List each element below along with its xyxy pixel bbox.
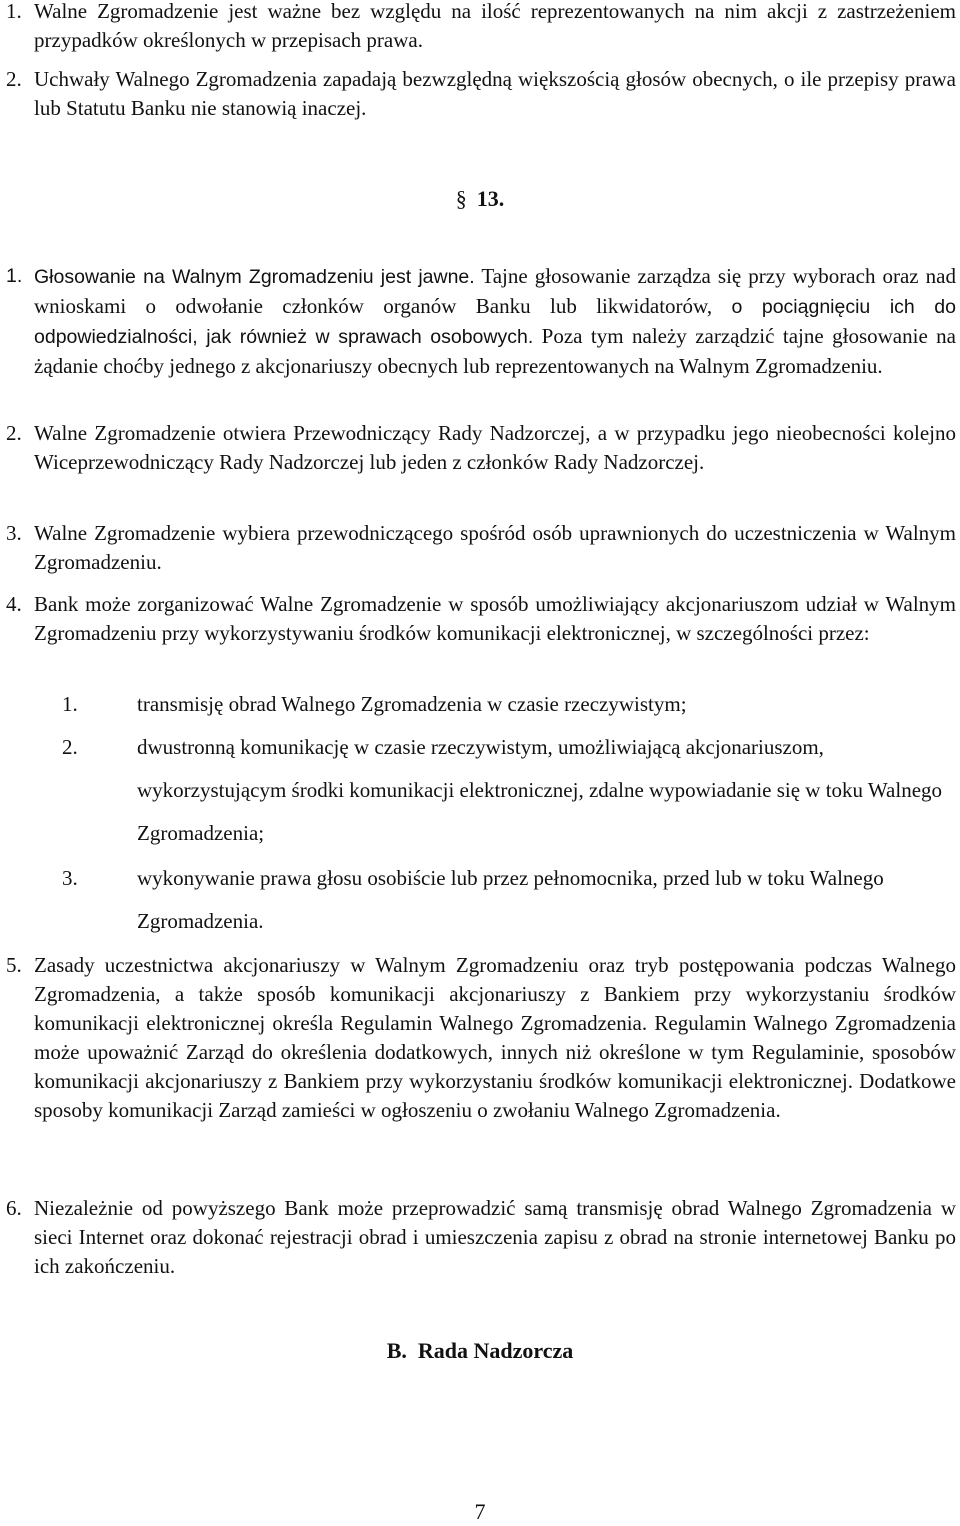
paragraph-text [34, 262, 956, 381]
paragraph-number: 3. [6, 521, 22, 545]
paragraph-number: 5. [6, 953, 22, 977]
paragraph-text: Bank może zorganizować Walne Zgromadzenie w sposób umożliwiający akcjonariuszom udział w Walnym Zgromadzeniu przy wykorzystywaniu środków komunikacji elektronicznej, w szczególności przez: [34, 592, 956, 645]
sub-item-number: 3. [62, 866, 78, 890]
paragraph-text: Walne Zgromadzenie jest ważne bez względu na ilość reprezentowanych na nim akcji z zastrzeżeniem przypadków określonych w przepisach prawa. [34, 0, 956, 52]
paragraph-13-2 [0, 419, 956, 477]
sub-item-number: 1. [62, 692, 78, 716]
section-sign: § [455, 186, 467, 211]
section-13-heading [0, 184, 960, 213]
paragraph-text: Walne Zgromadzenie wybiera przewodniczącego spośród osób uprawnionych do uczestniczenia w Walnym Zgromadzeniu. [34, 521, 956, 574]
sub-item-text: dwustronną komunikację w czasie rzeczywistym, umożliwiającą akcjonariuszom, wykorzystującym środki komunikacji elektronicznej, zdalne wypowiadanie się w toku Walnego Zgromadzenia; [137, 735, 943, 845]
paragraph-13-5 [0, 951, 956, 1125]
paragraph-uchwaly [0, 65, 956, 123]
paragraph-text-serif: Tajne głosowanie zarządza się przy wyborach oraz nad wnioskami o odwołanie członków organów Banku lub likwidatorów, [34, 264, 956, 318]
paragraph-number: 1. [6, 0, 22, 23]
paragraph-13-3 [0, 519, 956, 577]
paragraph-text: Walne Zgromadzenie otwiera Przewodniczący Rady Nadzorczej, a w przypadku jego nieobecności kolejno Wiceprzewodniczący Rady Nadzorczej lub jeden z członków Rady Nadzorczej. [34, 421, 956, 474]
paragraph-number: 2. [6, 421, 22, 445]
sub-item-number: 2. [62, 735, 78, 759]
paragraph-text-serif-2: Poza tym należy zarządzić tajne głosowanie na żądanie choćby jednego z akcjonariuszy obecnych lub reprezentowanych na Walnym Zgromadzeniu. [34, 324, 956, 378]
paragraph-number: 6. [6, 1196, 22, 1220]
paragraph-text: Zasady uczestnictwa akcjonariuszy w Walnym Zgromadzeniu oraz tryb postępowania podczas Walnego Zgromadzenia, a także sposób komunikacji akcjonariuszy z Bankiem przy wykorzystaniu środków komunikacji elektronicznej określa Regulamin Walnego Zgromadzenia. Regulamin Walnego Zgromadzenia może upoważnić Zarząd do określenia dodatkowych, innych niż określone w tym Regulaminie, sposobów komunikacji akcjonariuszy z Bankiem przy wykorzystaniu środków komunikacji elektronicznej. Dodatkowe sposoby komunikacji Zarząd zamieści w ogłoszeniu o zwołaniu Walnego Zgromadzenia. [34, 953, 956, 1122]
paragraph-text: Niezależnie od powyższego Bank może przeprowadzić samą transmisję obrad Walnego Zgromadzenia w sieci Internet oraz dokonać rejestracji obrad i umieszczenia zapisu z obrad na stronie internetowej Banku po ich zakończeniu. [34, 1196, 956, 1278]
paragraph-walne-wazne [0, 0, 956, 55]
paragraph-text-sans: Głosowanie na Walnym Zgromadzeniu jest jawne. [34, 266, 475, 288]
section-number: 13. [476, 186, 505, 211]
paragraph-text-sans-2: o pociągnięciu ich do odpowiedzialności, jak również w sprawach osobowych. [34, 296, 956, 348]
paragraph-number: 4. [6, 592, 22, 616]
page-number: 7 [474, 1499, 486, 1524]
sub-item-text: transmisję obrad Walnego Zgromadzenia w czasie rzeczywistym; [137, 692, 687, 716]
paragraph-13-1 [0, 262, 956, 381]
heading-rada-nadzorcza: B. Rada Nadzorcza [386, 1338, 574, 1363]
paragraph-number: 1. [6, 265, 23, 287]
paragraph-text: Uchwały Walnego Zgromadzenia zapadają bezwzględną większością głosów obecnych, o ile przepisy prawa lub Statutu Banku nie stanowią inaczej. [34, 67, 956, 120]
paragraph-13-6 [0, 1194, 956, 1281]
paragraph-13-4 [0, 590, 956, 648]
sub-item-text: wykonywanie prawa głosu osobiście lub przez pełnomocnika, przed lub w toku Walnego Zgromadzenia. [137, 866, 884, 933]
paragraph-number: 2. [6, 67, 22, 91]
